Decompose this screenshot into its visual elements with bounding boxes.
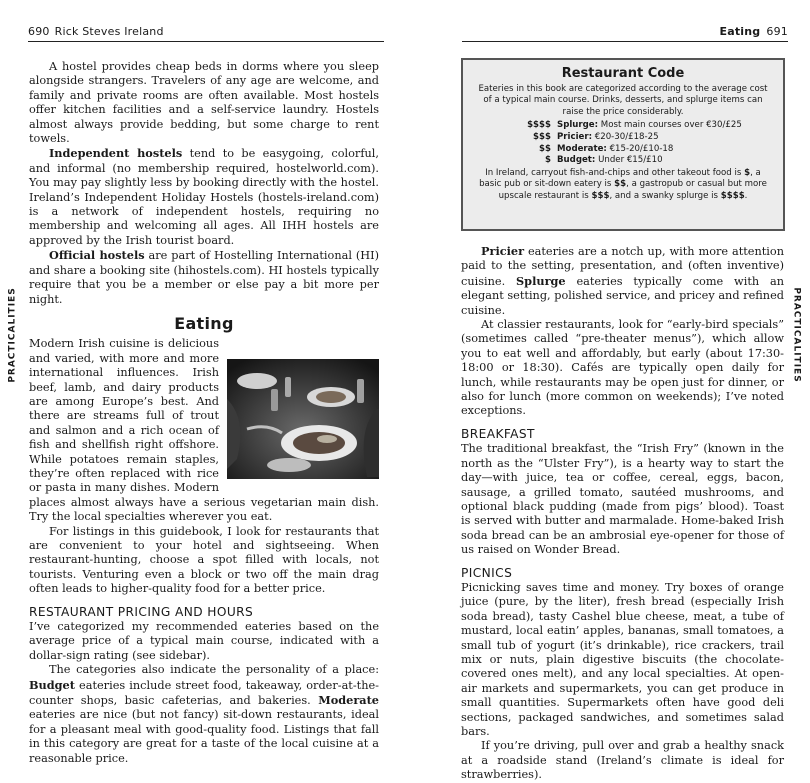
code-row-budget <box>473 155 773 167</box>
picnics-heading: PICNICS <box>461 565 513 580</box>
right-side-tab <box>790 287 804 383</box>
right-side-tab-label: PRACTICALITIES <box>792 287 803 383</box>
left-running-head <box>28 22 384 42</box>
picnics-paragraph: Picnicking saves time and money. Try boxes of orange juice (pure, by the liter), fresh bread (especially Irish soda bread), tasty Cashel blue cheese, meat, a tube of mustard, local eatin’ apples, bananas, small tomatoes, a small tub of yogurt (it’s drinkable), rice crackers, trail mix or nuts, plain digestive biscuits (the chocolate-covered ones melt), and any local specialties. At open-air markets and supermarkets, you can get produce in small quantities. Supermarkets often have good deli sections, packaged sandwiches, and sometimes salad bars. <box>461 580 784 738</box>
classier-paragraph: At classier restaurants, look for “early-bird specials” (sometimes called “pre-theater menus”), which allow you to eat well and affordably, but early (about 17:30-18:00 or 18:30). Cafés are typically open daily for lunch, while restaurants may be open just for dinner, or also for lunch (more common on weekends); I’ve noted exceptions. <box>461 318 784 418</box>
eating-heading: Eating <box>174 313 234 333</box>
breakfast-heading: BREAKFAST <box>461 426 535 441</box>
right-page-number: 691 <box>766 25 788 38</box>
code-row-splurge <box>473 120 773 132</box>
independent-hostels-paragraph: Independent hostels tend to be easygoing, colorful, and informal (no membership required, hostelworld.com). You may pay slightly less by booking directly with the hostel. Ireland’s Independent Holiday Hostels (hostels-ireland.com) is a network of independent hostels, requiring no membership and welcoming all ages. All IHH hostels are approved by the Irish tourist board. <box>29 146 379 247</box>
code-label: Budget: <box>557 155 596 166</box>
categories-paragraph: The categories also indicate the personality of a place: Budget eateries include street food, takeaway, order-at-the-counter shops, basic cafeterias, and bakeries. Moderate eateries are nice (but not fancy) sit-down restaurants, ideal for a pleasant meal with good-quality food. Listings that fall in this category are great for a taste of the local cuisine at a reasonable price. <box>29 663 379 765</box>
code-label: Splurge: <box>557 120 599 131</box>
pricing-paragraph: I’ve categorized my recommended eateries based on the average price of a typical main course, indicated with a dollar-sign rating (see sidebar). <box>29 620 379 662</box>
code-row-pricier <box>473 132 773 144</box>
independent-hostels-term: Independent hostels <box>49 146 183 161</box>
restaurant-code-outro: In Ireland, carryout fish-and-chips and other takeout food is $, a basic pub or sit-down eatery is $$, a gastropub or casual but more upscale restaurant is $$$, and a swanky splurge is $$$$. <box>479 167 767 201</box>
code-symbol: $ <box>545 155 551 166</box>
listings-paragraph: For listings in this guidebook, I look for restaurants that are convenient to your hotel and sightseeing. When restaurant-hunting, choose a spot filled with locals, not tourists. Venturing even a block or two off the main drag often leads to higher-quality food for a better price. <box>29 524 379 596</box>
breakfast-paragraph: The traditional breakfast, the “Irish Fry” (known in the north as the “Ulster Fry”), is a hearty way to start the day—with juice, tea or coffee, cereal, eggs, bacon, sausage, a grilled tomato, sautéed mushrooms, and optional black pudding (made from pigs’ blood). Toast is served with butter and marmalade. Home-baked Irish soda bread can be an ambrosial eye-opener for those of us raised on Wonder Bread. <box>461 442 784 557</box>
code-label: Moderate: <box>557 143 607 154</box>
pricing-hours-heading: RESTAURANT PRICING AND HOURS <box>29 604 254 619</box>
left-text-column <box>29 60 379 766</box>
left-side-tab <box>6 287 20 383</box>
hostel-paragraph: A hostel provides cheap beds in dorms where you sleep alongside strangers. Travelers of any age are welcome, and family and private rooms are often available. Most hostels offer kitchen facilities and a self-service laundry. Hostels almost always provide bedding, but some charge to rent towels. <box>29 60 379 146</box>
budget-term: Budget <box>29 677 75 692</box>
pricier-paragraph: Pricier eateries are a notch up, with more attention paid to the setting, presentation, and (often inventive) cuisine. Splurge eateries typically come with an elegant setting, polished service, and pricey and refined cuisine. <box>461 244 784 317</box>
restaurant-code-sidebar <box>461 58 785 231</box>
driving-paragraph: If you’re driving, pull over and grab a healthy snack at a roadside stand (Ireland’s climate is ideal for strawberries). <box>461 739 784 782</box>
code-text: Under €15/£10 <box>595 155 663 166</box>
restaurant-code-title: Restaurant Code <box>561 66 685 81</box>
splurge-term: Splurge <box>516 273 566 288</box>
dinner-table-photo <box>227 359 379 479</box>
dinner-table-illustration <box>227 359 379 479</box>
official-hostels-term: Official hostels <box>49 248 145 263</box>
official-hostels-paragraph: Official hostels are part of Hostelling International (HI) and share a booking site (hihostels.com). HI hostels typically require that you be a member or else pay a bit more per night. <box>29 248 379 306</box>
code-symbol: $$$$ <box>527 120 551 131</box>
code-row-moderate <box>473 144 773 156</box>
right-running-head <box>462 22 788 42</box>
moderate-term: Moderate <box>318 693 379 708</box>
left-page-number: 690 <box>28 25 50 38</box>
code-symbol: $$ <box>539 143 551 154</box>
restaurant-code-intro: Eateries in this book are categorized according to the average cost of a typical main course. Drinks, desserts, and splurge items can raise the price considerably. <box>478 83 768 117</box>
code-text: €15-20/£10-18 <box>606 143 674 154</box>
left-side-tab-label: PRACTICALITIES <box>8 287 19 383</box>
code-label: Pricier: <box>557 131 593 142</box>
code-symbol: $$$ <box>533 131 551 142</box>
right-text-column <box>461 244 784 783</box>
pricier-term: Pricier <box>481 244 525 258</box>
cuisine-paragraph: Modern Irish cuisine is delicious and varied, with more and more international influences. Irish beef, lamb, and dairy products are among Europe’s best. And there are streams full of trout and salmon and a rich ocean of fish and shellfish right offshore. While potatoes remain staples, they’re often replaced with rice or pasta in many dishes. Modern places almost always have a serious vegetarian main dish. Try the local specialties wherever you eat. <box>29 337 379 524</box>
section-title: Eating <box>719 25 761 38</box>
code-text: Most main courses over €30/£25 <box>598 120 742 131</box>
book-title: Rick Steves Ireland <box>54 25 164 38</box>
code-text: €20-30/£18-25 <box>592 131 659 142</box>
